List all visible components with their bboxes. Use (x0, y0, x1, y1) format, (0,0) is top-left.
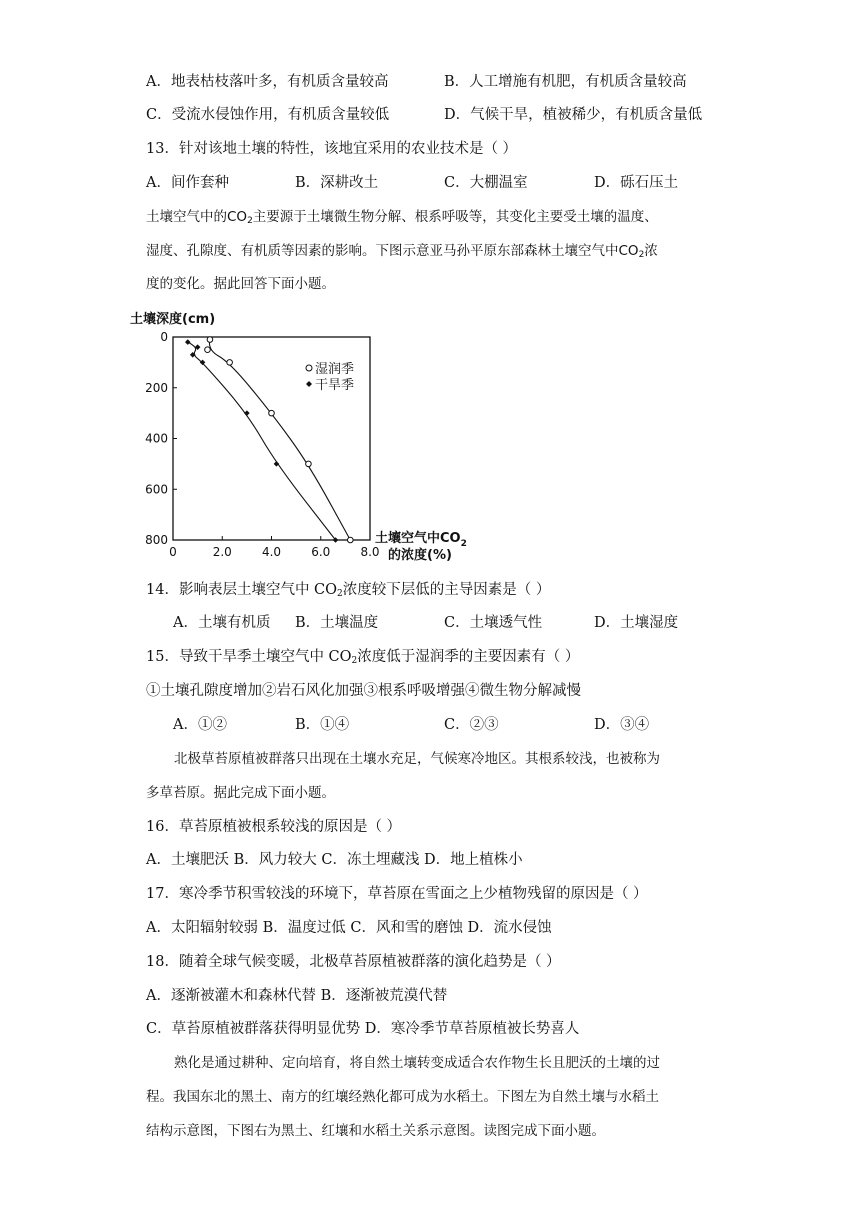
q15-option-b: B．①④ (295, 717, 350, 733)
dry-season-point (274, 461, 280, 467)
legend-wet-label: 湿润季 (315, 362, 355, 377)
legend-wet-marker (306, 365, 312, 371)
y-tick-label: 600 (145, 482, 168, 497)
legend-dry-marker (306, 381, 312, 387)
x-tick-label: 0 (169, 545, 177, 559)
q14-option-b: B．土壤温度 (295, 615, 379, 631)
q17-options: A．太阳辐射较弱 B．温度过低 C．风和雪的磨蚀 D．流水侵蚀 (146, 920, 552, 936)
y-axis-title: 土壤深度(cm) (130, 312, 216, 327)
passage2-line1: 北极草苔原植被群落只出现在土壤水充足，气候寒冷地区。其根系较浅，也被称为 (174, 751, 660, 767)
q14-option-a: A．土壤有机质 (173, 615, 271, 631)
wet-season-point (269, 410, 275, 416)
q13-stem: 13．针对该地土壤的特性，该地宜采用的农业技术是（ ） (146, 141, 518, 157)
passage3-line1: 熟化是通过耕种、定向培育，将自然土壤转变成适合农作物生长且肥沃的土壤的过 (174, 1055, 660, 1071)
x-axis-title-line1: 土壤空气中$CO_2$ (375, 531, 467, 549)
co2-depth-chart (130, 305, 490, 565)
x-tick-label: 6.0 (311, 545, 331, 559)
wet-season-point (348, 537, 354, 543)
passage3-line2: 程。我国东北的黑土、南方的红壤经熟化都可成为水稻土。下图左为自然土壤与水稻土 (146, 1089, 659, 1105)
dry-season-point (244, 410, 250, 416)
dry-season-point (185, 339, 191, 345)
q15-option-a: A．①② (173, 717, 227, 733)
wet-season-point (205, 347, 211, 353)
q13-option-c: C．大棚温室 (444, 175, 528, 191)
q17-stem: 17．寒冷季节积雪较浅的环境下，草苔原在雪面之上少植物残留的原因是（ ） (146, 886, 648, 902)
legend (306, 362, 354, 393)
x-axis-title-line2: 的浓度(%) (388, 548, 452, 563)
q18-stem: 18．随着全球气候变暖，北极草苔原植被群落的演化趋势是（ ） (146, 954, 561, 970)
y-tick-label: 0 (160, 330, 168, 344)
x-tick-label: 2.0 (212, 545, 232, 559)
q12-option-b: B．人工增施有机肥，有机质含量较高 (444, 74, 687, 90)
q13-option-d: D．砾石压土 (594, 175, 679, 191)
x-tick-label: 8.0 (360, 545, 380, 559)
wet-season-point (207, 337, 213, 343)
passage1-line3: 度的变化。据此回答下面小题。 (146, 276, 335, 292)
wet-season-point (227, 360, 233, 366)
passage2-line2: 多草苔原。据此完成下面小题。 (146, 785, 335, 801)
passage1-line1: 土壤空气中的$CO_2$主要源于土壤微生物分解、根系呼吸等，其变化主要受土壤的温度、 (146, 209, 658, 226)
q12-option-d: D．气候干旱，植被稀少，有机质含量低 (444, 107, 703, 123)
y-tick-label: 400 (145, 431, 168, 446)
q12-option-a: A．地表枯枝落叶多，有机质含量较高 (146, 74, 389, 90)
q18-options-cd: C．草苔原植被群落获得明显优势 D．寒冷季节草苔原植被长势喜人 (146, 1021, 580, 1037)
q14-stem: 14．影响表层土壤空气中 $CO_2$浓度较下层低的主导因素是（ ） (146, 582, 551, 599)
q13-option-a: A．间作套种 (146, 175, 229, 191)
q14-option-d: D．土壤湿度 (594, 615, 679, 631)
y-tick-label: 200 (145, 380, 168, 395)
q13-option-b: B．深耕改土 (295, 175, 379, 191)
q14-option-c: C．土壤透气性 (444, 615, 543, 631)
passage1-line2: 湿度、孔隙度、有机质等因素的影响。下图示意亚马孙平原东部森林土壤空气中$CO_2$浓 (146, 243, 658, 260)
x-tick-label: 4.0 (261, 545, 282, 559)
q12-option-c: C．受流水侵蚀作用，有机质含量较低 (146, 107, 390, 123)
q16-options: A．土壤肥沃 B．风力较大 C．冻土埋藏浅 D．地上植株小 (146, 852, 523, 868)
q18-options-ab: A．逐渐被灌木和森林代替 B．逐渐被荒漠代替 (146, 988, 448, 1004)
q15-option-c: C．②③ (444, 717, 499, 733)
legend-dry-label: 干旱季 (315, 378, 355, 393)
wet-season-point (306, 461, 312, 467)
dry-season-point (200, 360, 206, 366)
y-tick-label: 800 (145, 533, 168, 547)
q15-items: ①土壤孔隙度增加②岩石风化加强③根系呼吸增强④微生物分解减慢 (146, 683, 581, 699)
passage3-line3: 结构示意图，下图右为黑土、红壤和水稻土关系示意图。读图完成下面小题。 (146, 1123, 605, 1139)
q16-stem: 16．草苔原植被根系较浅的原因是（ ） (146, 819, 402, 835)
q15-stem: 15．导致干旱季土壤空气中 $CO_2$浓度低于湿润季的主要因素有（ ） (146, 649, 580, 666)
q15-option-d: D．③④ (594, 717, 650, 733)
series-line-dry (188, 342, 336, 540)
